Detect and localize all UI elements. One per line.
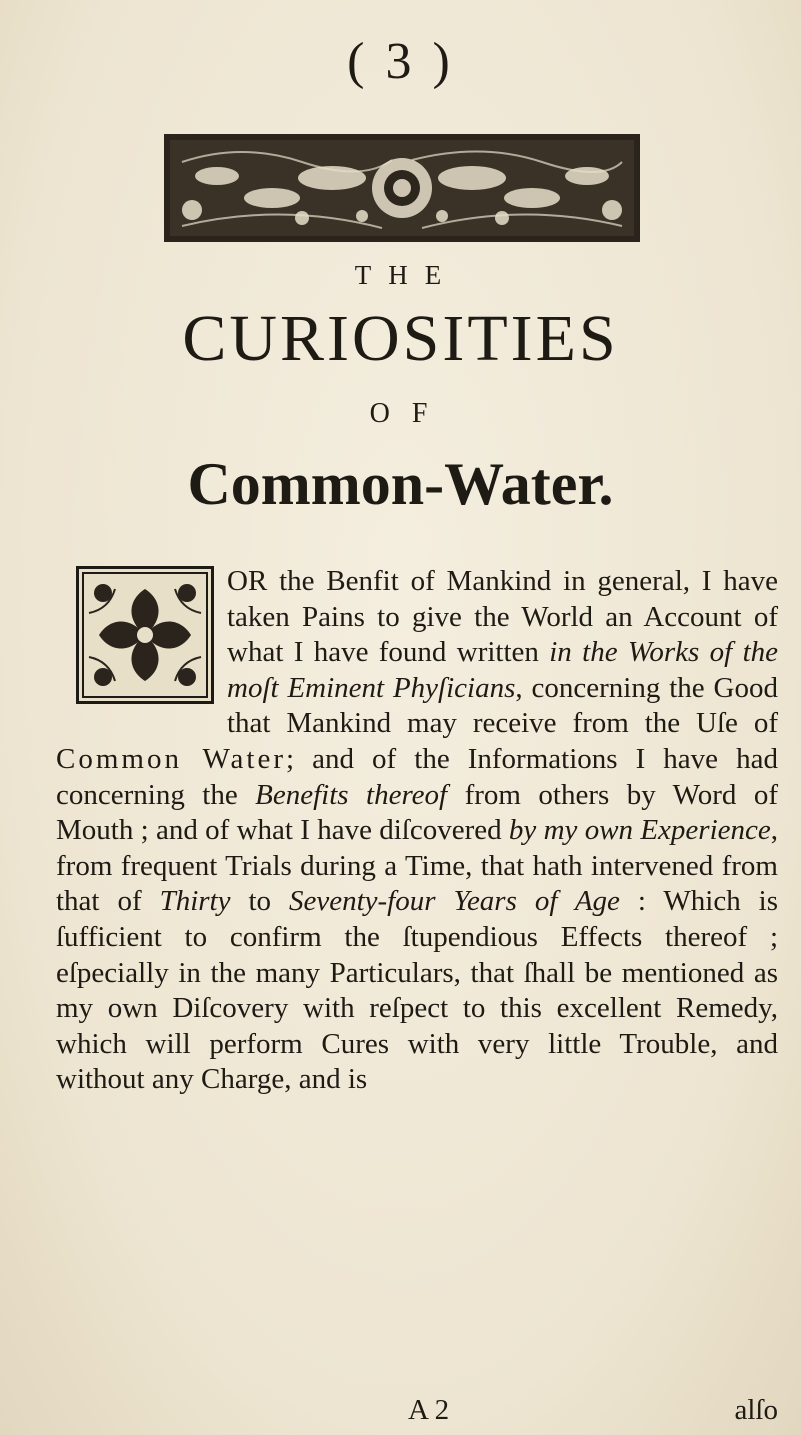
title-curiosities: CURIOSITIES [182,302,619,375]
body-text-1: OR the Benfit of Mankind in general, I have taken Pains to give the World an Account of what I have found written [227,565,778,669]
catchword: alſo [734,1394,778,1426]
body-italic-5: Seventy-four Years of Age [288,885,620,918]
body-text-7: : Which is ſufficient to confirm the ſtupendious Effects thereof ; eſpecially in the many Particulars, that ſhall be mentioned as my own Diſcovery with reſpect to this excellent Remedy, which will perform Cures with very little Trouble, and without any Charge, and is [56,885,778,1096]
body-small-caps: Common Water [56,742,286,775]
title-the: THE [354,260,459,290]
title-common-water: Common-Water. [187,451,614,517]
body-italic-2: Benefits thereof [255,778,448,811]
body-text-2: , concerning the Good that Mankind may receive from the Uſe of [227,671,778,740]
page-number: ( 3 ) [347,33,454,90]
body-text-3: ; and of the Informations I have had concerning the [56,742,778,811]
ornamental-headpiece [162,132,642,244]
signature-mark: A 2 [408,1394,450,1426]
body-italic-3: by my own Experience [508,814,771,847]
body-italic-4: Thirty [159,885,231,918]
body-paragraph [56,564,778,1098]
body-text-4: from others by Word of Mouth ; and of what I have diſcovered [56,778,778,847]
title-of: OF [369,398,450,429]
body-text-5: , from frequent Trials during a Time, that hath intervened from that of [56,814,778,918]
body-italic-1: in the Works of the moſt Eminent Phyſicians [227,636,778,704]
body-text-6: to [230,885,289,918]
